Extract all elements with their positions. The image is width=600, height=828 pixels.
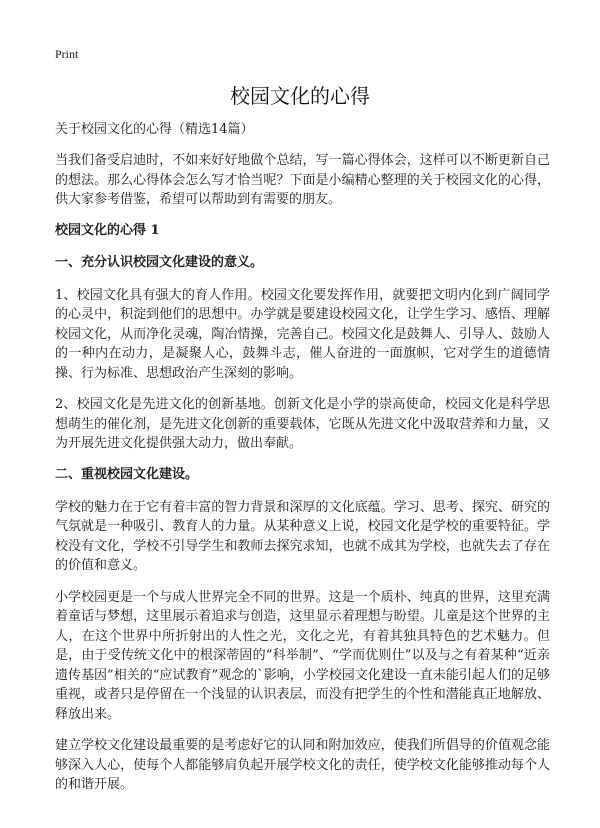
- paragraph-three: 学校的魅力在于它有着丰富的智力背景和深厚的文化底蕴。学习、思考、探究、研究的气氛就是一种吸引、教育人的力量。从某种意义上说，校园文化是学校的重要特征。学校没有文化，学校不引导学生和教师去探究求知，也就不成其为学校，也就失去了存在的价值和意义。: [55, 499, 550, 573]
- print-link[interactable]: Print: [55, 47, 79, 61]
- page-title: 校园文化的心得: [230, 84, 370, 108]
- section-title: 校园文化的心得 1: [55, 222, 160, 238]
- article-body: [55, 121, 550, 807]
- heading-one: 一、充分认识校园文化建设的意义。: [55, 254, 264, 270]
- heading-two: 二、重视校园文化建设。: [55, 466, 199, 482]
- article-subtitle: 关于校园文化的心得（精选14篇）: [55, 122, 254, 137]
- paragraph-two: 2、校园文化是先进文化的创新基地。创新文化是小学的崇高使命，校园文化是科学思想萌生的催化剂，是先进文化创新的重要载体，它既从先进文化中汲取营养和力量，又为开展先进文化提供强大动力，做出奉献。: [55, 397, 550, 451]
- intro-paragraph: 当我们备受启迪时，不如来好好地做个总结，写一篇心得体会，这样可以不断更新自己的想法。那么心得体会怎么写才恰当呢？下面是小编精心整理的关于校园文化的心得，供大家参考借鉴，希望可以帮助到有需要的朋友。: [55, 153, 550, 207]
- paragraph-one: 1、校园文化具有强大的育人作用。校园文化要发挥作用，就要把文明内化到广阔同学的心灵中，积淀到他们的思想中。办学就是要建设校园文化，让学生学习、感悟、理解校园文化，从而净化灵魂，陶冶情操，完善自己。校园文化是鼓舞人、引导人、鼓励人的一种内在动力，是凝聚人心，鼓舞斗志，催人奋进的一面旗帜，它对学生的道德情操、行为标准、思想政治产生深刻的影响。: [55, 287, 550, 381]
- paragraph-four: 小学校园更是一个与成人世界完全不同的世界。这是一个质朴、纯真的世界，这里充满着童话与梦想，这里展示着追求与创造，这里显示着理想与盼望。儿童是这个世界的主人，在这个世界中所折射出的人性之光，文化之光，有着其独具特色的艺术魅力。但是，由于受传统文化中的根深蒂固的“科举制”、“学而优则仕”以及与之有着某种“近亲遗传基因”相关的“应试教育”观念的`影响，小学校园文化建设一直未能引起人们的足够重视，或者只是停留在一个浅显的认识表层，而没有把学生的个性和潜能真正地解放、释放出来。: [55, 589, 550, 722]
- paragraph-five: 建立学校文化建设最重要的是考虑好它的认同和附加效应，使我们所倡导的价值观念能够深入人心，使每个人都能够肩负起开展学校文化的责任，使学校文化能够推动每个人的和谐开展。: [55, 738, 550, 792]
